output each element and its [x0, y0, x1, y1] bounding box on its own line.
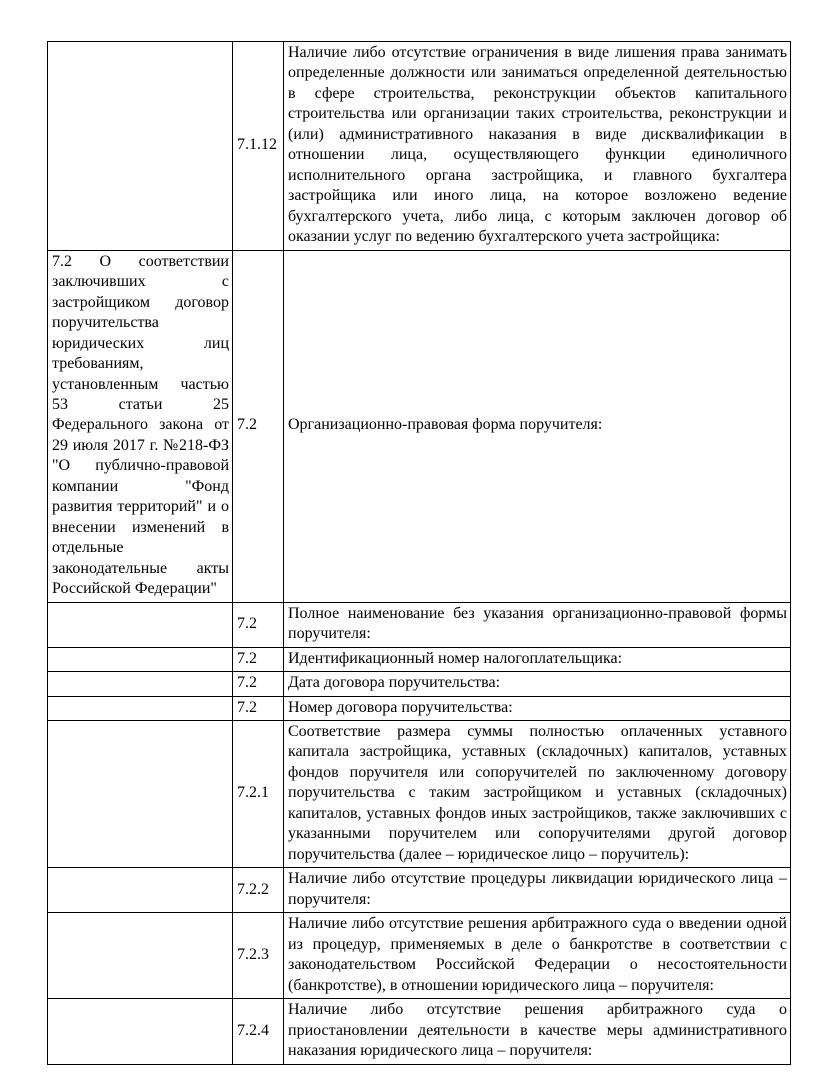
- item-number-cell: 7.2.1: [233, 721, 284, 868]
- item-number-cell: 7.2.4: [233, 999, 284, 1064]
- item-text-cell: Соответствие размера суммы полностью оплаченных уставного капитала застройщика, уставных (складочных) капиталов, уставных фондов поручителя или сопоручителей по заключенному договору поручительства с таким застройщиком и уставных (складочных) капиталов, уставных фондов иных застройщиков, также заключивших с указанными поручителем или сопоручителями другой договор поручительства (далее – юридическое лицо – поручитель):: [284, 721, 791, 868]
- section-title-cell: [48, 647, 233, 671]
- table-row: [48, 721, 791, 868]
- section-title-cell: [48, 913, 233, 999]
- item-number-cell: 7.2: [233, 250, 284, 602]
- table-row: [48, 913, 791, 999]
- item-text-cell: Наличие либо отсутствие решения арбитражного суда о приостановлении деятельности в качестве меры административного наказания юридического лица – поручителя:: [284, 999, 791, 1064]
- table-row: [48, 868, 791, 913]
- table-row: [48, 602, 791, 647]
- item-number-cell: 7.2.3: [233, 913, 284, 999]
- section-title-cell: [48, 42, 233, 251]
- item-text-cell: Номер договора поручительства:: [284, 696, 791, 720]
- table-row: [48, 999, 791, 1064]
- item-number-cell: 7.2.2: [233, 868, 284, 913]
- section-title-cell: 7.2 О соответствии заключивших с застройщиком договор поручительства юридических лиц требованиям, установленным частью 53 статьи 25 Федерального закона от 29 июля 2017 г. №218-ФЗ "О публично-правовой компании "Фонд развития территорий" и о внесении изменений в отдельные законодательные акты Российской Федерации": [48, 250, 233, 602]
- section-title-cell: [48, 696, 233, 720]
- item-text-cell: Полное наименование без указания организационно-правовой формы поручителя:: [284, 602, 791, 647]
- section-title-cell: [48, 999, 233, 1064]
- table-row: [48, 696, 791, 720]
- section-title-cell: [48, 868, 233, 913]
- item-text-cell: Дата договора поручительства:: [284, 672, 791, 696]
- table-row: [48, 42, 791, 251]
- project-declaration-table: [47, 41, 791, 1065]
- item-number-cell: 7.2: [233, 672, 284, 696]
- item-text-cell: Наличие либо отсутствие ограничения в виде лишения права занимать определенные должности или заниматься определенной деятельностью в сфере строительства, реконструкции объектов капитального строительства или организации таких строительства, реконструкции и (или) административного наказания в виде дисквалификации в отношении лица, осуществляющего функции единоличного исполнительного органа застройщика, и главного бухгалтера застройщика или иного лица, на которое возложено ведение бухгалтерского учета, либо лица, с которым заключен договор об оказании услуг по ведению бухгалтерского учета застройщика:: [284, 42, 791, 251]
- table-row: [48, 672, 791, 696]
- section-title-cell: [48, 721, 233, 868]
- item-text-cell: Наличие либо отсутствие решения арбитражного суда о введении одной из процедур, применяемых в деле о банкротстве в соответствии с законодательством Российской Федерации о несостоятельности (банкротстве), в отношении юридического лица – поручителя:: [284, 913, 791, 999]
- item-number-cell: 7.2: [233, 696, 284, 720]
- table-row: [48, 250, 791, 602]
- item-text-cell: Идентификационный номер налогоплательщика:: [284, 647, 791, 671]
- table-row: [48, 647, 791, 671]
- section-title-cell: [48, 602, 233, 647]
- item-number-cell: 7.2: [233, 647, 284, 671]
- item-number-cell: 7.1.12: [233, 42, 284, 251]
- item-text-cell: Организационно-правовая форма поручителя:: [284, 250, 791, 602]
- item-text-cell: Наличие либо отсутствие процедуры ликвидации юридического лица – поручителя:: [284, 868, 791, 913]
- item-number-cell: 7.2: [233, 602, 284, 647]
- section-title-cell: [48, 672, 233, 696]
